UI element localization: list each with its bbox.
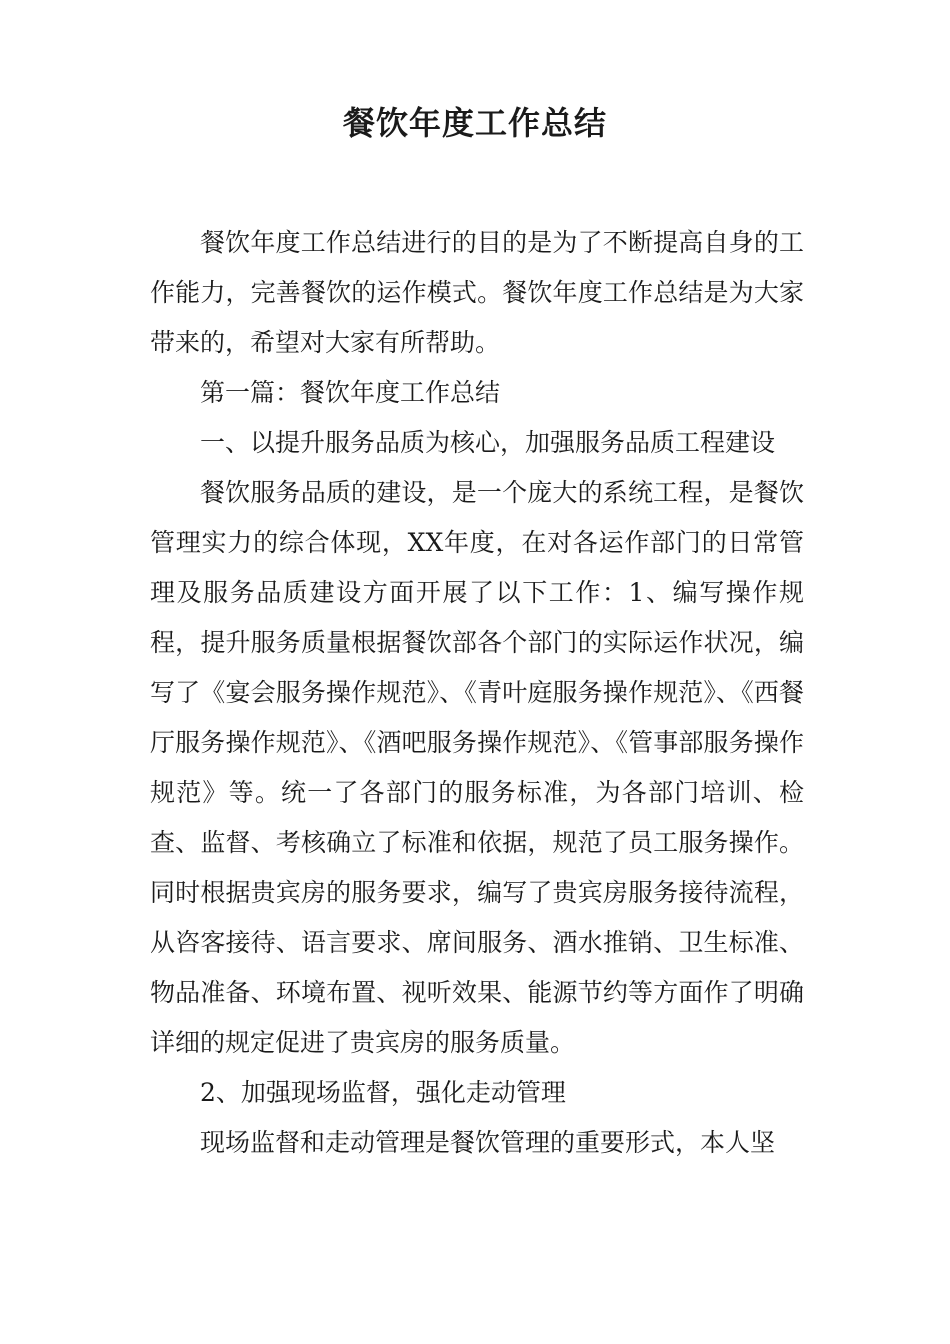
section-heading: 一、以提升服务品质为核心，加强服务品质工程建设 [200, 428, 776, 457]
subsection-heading: 2、加强现场监督，强化走动管理 [200, 1078, 566, 1107]
body-paragraph: 现场监督和走动管理是餐饮管理的重要形式，本人坚 [200, 1128, 776, 1157]
document-title: 餐饮年度工作总结 [342, 104, 607, 142]
chapter-heading: 第一篇：餐饮年度工作总结 [200, 378, 501, 407]
body-paragraph: 餐饮服务品质的建设，是一个庞大的系统工程，是餐饮管理实力的综合体现，XX年度，在对各运作部门的日常管理及服务品质建设方面开展了以下工作：1、编写操作规程，提升服务质量根据餐饮部各个部门的实际运作状况，编写了《宴会服务操作规范》、《青叶庭服务操作规范》、《西餐厅服务操作规范》、《酒吧服务操作规范》、《管事部服务操作规范》等。统一了各部门的服务标准，为各部门培训、检查、监督、考核确立了标准和依据，规范了员工服务操作。同时根据贵宾房的服务要求，编写了贵宾房服务接待流程，从咨客接待、语言要求、席间服务、酒水推销、卫生标准、物品准备、环境布置、视听效果、能源节约等方面作了明确详细的规定促进了贵宾房的服务质量。 [150, 478, 804, 1057]
intro-paragraph: 餐饮年度工作总结进行的目的是为了不断提高自身的工作能力，完善餐饮的运作模式。餐饮年度工作总结是为大家带来的，希望对大家有所帮助。 [150, 228, 804, 357]
document-body [150, 218, 804, 1168]
